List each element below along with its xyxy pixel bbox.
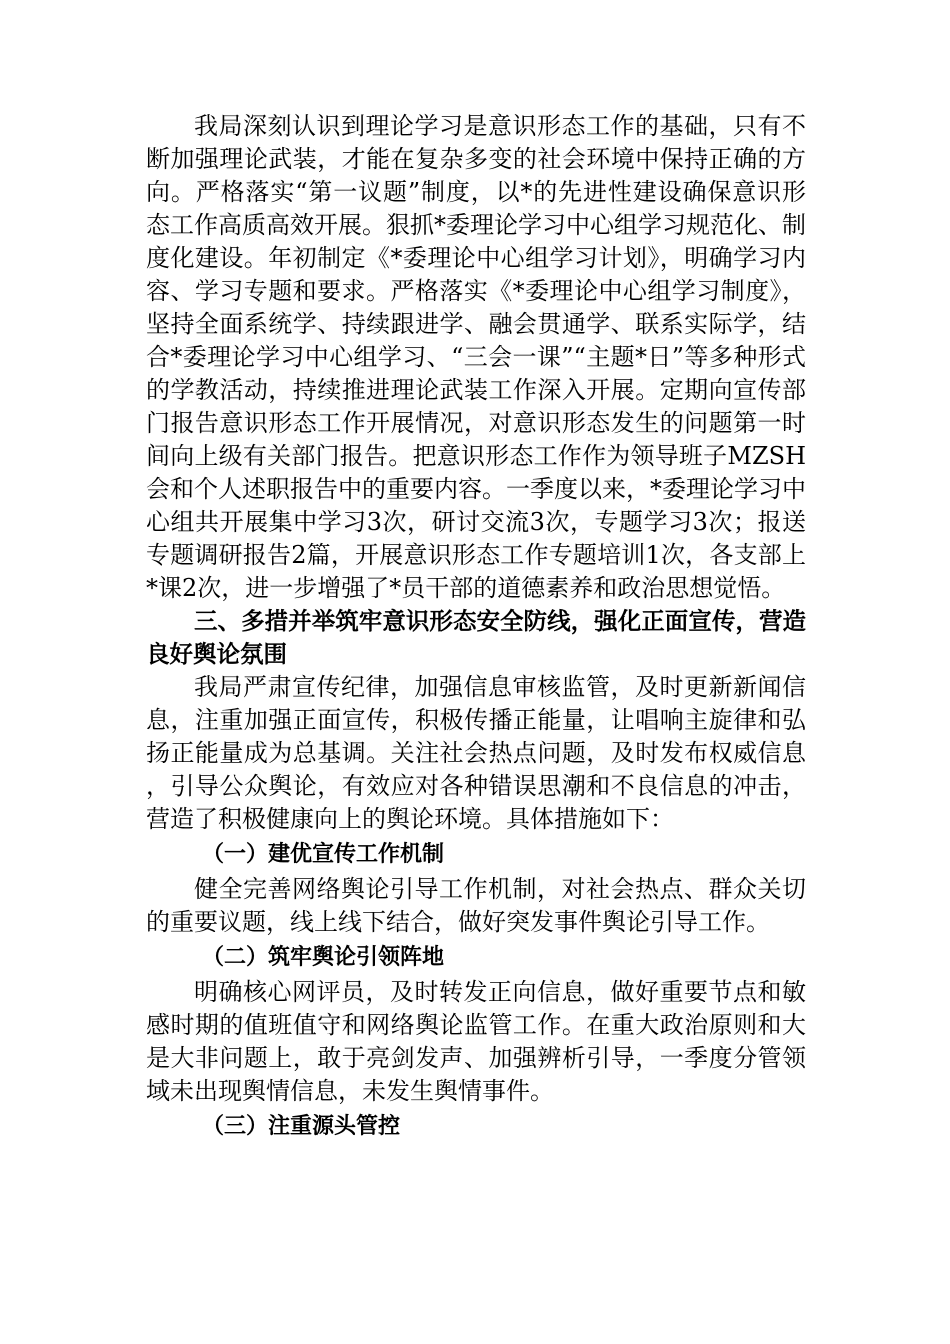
- subheading-1: （一）建优宣传工作机制: [202, 841, 445, 867]
- paragraph-theory-study: 我局深刻认识到理论学习是意识形态工作的基础，只有不断加强理论武装，才能在复杂多变的社会环境中保持正确的方向。严格落实“第一议题”制度，以*的先进性建设确保意识形态工作高质高效开展。狠抓*委理论学习中心组学习规范化、制度化建设。年初制定《*委理论中心组学习计划》，明确学习内容、学习专题和要求。严格落实《*委理论中心组学习制度》，坚持全面系统学、持续跟进学、融会贯通学、联系实际学，结合*委理论学习中心组学习、“三会一课”“主题*日”等多种形式的学教活动，持续推进理论武装工作深入开展。定期向宣传部门报告意识形态工作开展情况，对意识形态发生的问题第一时间向上级有关部门报告。把意识形态工作作为领导班子MZSH会和个人述职报告中的重要内容。一季度以来，*委理论学习中心组共开展集中学习3次，研讨交流3次，专题学习3次；报送专题调研报告2篇，开展意识形态工作专题培训1次，各支部上*课2次，进一步增强了*员干部的道德素养和政治思想觉悟。: [146, 112, 806, 602]
- subheading-2: （二）筑牢舆论引领阵地: [202, 944, 445, 970]
- subheading-3: （三）注重源头管控: [202, 1113, 401, 1139]
- paragraph-position: 明确核心网评员，及时转发正向信息，做好重要节点和敏感时期的值班值守和网络舆论监管工作。在重大政治原则和大是大非问题上，敢于亮剑发声、加强辨析引导，一季度分管领域未出现舆情信息，未发生舆情事件。: [146, 978, 806, 1105]
- paragraph-publicity: 我局严肃宣传纪律，加强信息审核监管，及时更新新闻信息，注重加强正面宣传，积极传播正能量，让唱响主旋律和弘扬正能量成为总基调。关注社会热点问题，及时发布权威信息，引导公众舆论，有效应对各种错误思潮和不良信息的冲击，营造了积极健康向上的舆论环境。具体措施如下：: [146, 673, 806, 833]
- section-heading-3: 三、多措并举筑牢意识形态安全防线，强化正面宣传，营造良好舆论氛围: [146, 607, 806, 668]
- document-page: [146, 110, 806, 1145]
- paragraph-mechanism: 健全完善网络舆论引导工作机制，对社会热点、群众关切的重要议题，线上线下结合，做好突发事件舆论引导工作。: [146, 875, 806, 936]
